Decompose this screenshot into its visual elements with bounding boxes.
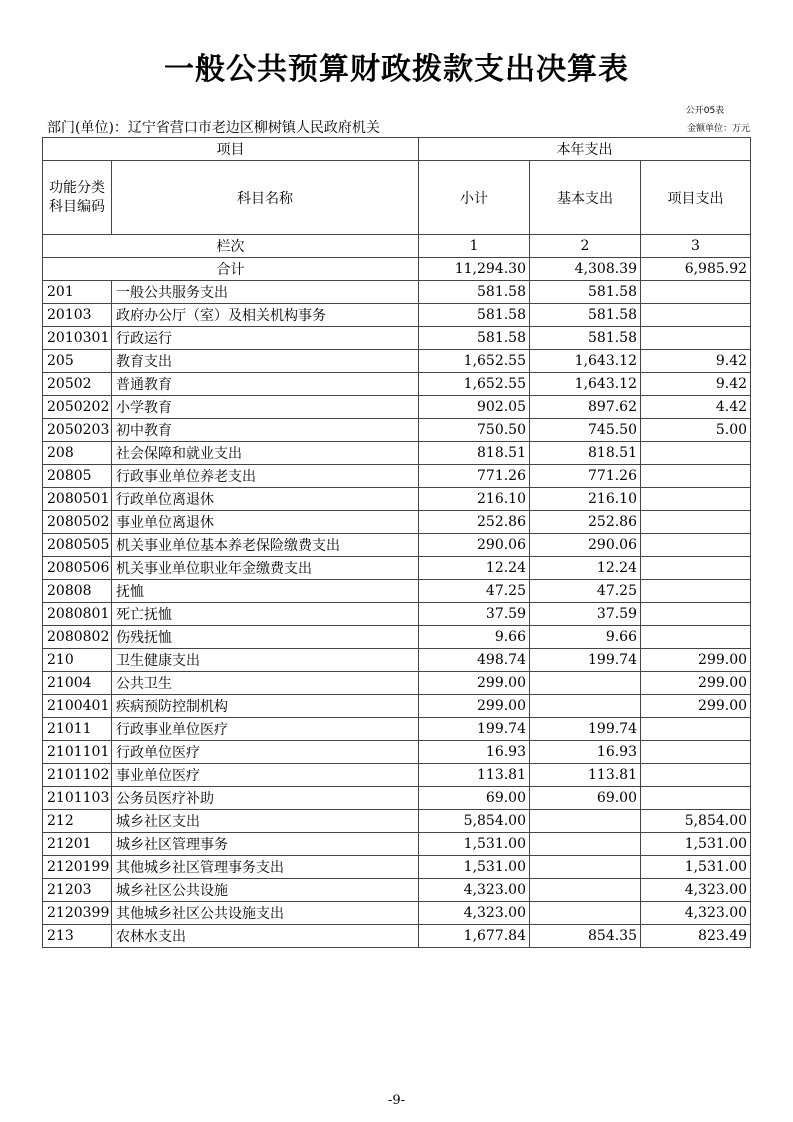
row-basic: 854.35: [530, 925, 641, 948]
row-subtotal: 12.24: [419, 557, 530, 580]
row-project: [641, 764, 751, 787]
row-project: 299.00: [641, 672, 751, 695]
table-row: [43, 580, 751, 603]
row-basic: 818.51: [530, 442, 641, 465]
row-code: 212: [43, 810, 112, 833]
table-row: [43, 695, 751, 718]
row-name: 公务员医疗补助: [112, 787, 419, 810]
row-project: [641, 603, 751, 626]
form-number: 公开05表: [685, 106, 725, 116]
row-name: 行政事业单位医疗: [112, 718, 419, 741]
row-code: 2120199: [43, 856, 112, 879]
row-subtotal: 1,677.84: [419, 925, 530, 948]
table-row: [43, 327, 751, 350]
table-row: [43, 304, 751, 327]
row-project: 299.00: [641, 649, 751, 672]
row-subtotal: 113.81: [419, 764, 530, 787]
row-code: 2100401: [43, 695, 112, 718]
row-basic: 199.74: [530, 718, 641, 741]
table-row: [43, 557, 751, 580]
row-name: 卫生健康支出: [112, 649, 419, 672]
row-basic: [530, 810, 641, 833]
row-code: 21201: [43, 833, 112, 856]
row-name: 事业单位离退休: [112, 511, 419, 534]
table-row: [43, 902, 751, 925]
column-index-1: 1: [419, 235, 530, 258]
row-project: [641, 488, 751, 511]
row-basic: 1,643.12: [530, 373, 641, 396]
row-code: 201: [43, 281, 112, 304]
row-subtotal: 216.10: [419, 488, 530, 511]
row-basic: 12.24: [530, 557, 641, 580]
row-basic: [530, 833, 641, 856]
row-subtotal: 818.51: [419, 442, 530, 465]
row-name: 死亡抚恤: [112, 603, 419, 626]
row-project: 299.00: [641, 695, 751, 718]
column-index-2: 2: [530, 235, 641, 258]
row-project: 9.42: [641, 350, 751, 373]
row-name: 普通教育: [112, 373, 419, 396]
total-project: 6,985.92: [641, 258, 751, 281]
row-basic: 1,643.12: [530, 350, 641, 373]
row-basic: 9.66: [530, 626, 641, 649]
total-subtotal: 11,294.30: [419, 258, 530, 281]
table-row: [43, 787, 751, 810]
table-row: [43, 833, 751, 856]
row-project: [641, 465, 751, 488]
row-basic: 216.10: [530, 488, 641, 511]
row-basic: [530, 856, 641, 879]
header-row-2: [43, 161, 751, 235]
table-row: [43, 373, 751, 396]
table-row: [43, 465, 751, 488]
row-code: 213: [43, 925, 112, 948]
expenditure-table: [42, 137, 751, 948]
row-name: 事业单位医疗: [112, 764, 419, 787]
row-subtotal: 1,531.00: [419, 856, 530, 879]
column-index-row: [43, 235, 751, 258]
table-row: [43, 741, 751, 764]
row-code: 2080505: [43, 534, 112, 557]
total-label: 合计: [43, 258, 419, 281]
row-name: 抚恤: [112, 580, 419, 603]
row-project: 1,531.00: [641, 856, 751, 879]
row-basic: 581.58: [530, 304, 641, 327]
table-row: [43, 672, 751, 695]
header-subtotal: 小计: [419, 161, 530, 235]
row-project: 5.00: [641, 419, 751, 442]
row-code: 2050202: [43, 396, 112, 419]
row-project: 4,323.00: [641, 879, 751, 902]
row-subtotal: 902.05: [419, 396, 530, 419]
table-row: [43, 534, 751, 557]
row-project: [641, 557, 751, 580]
row-name: 城乡社区公共设施: [112, 879, 419, 902]
page-title: 一般公共预算财政拨款支出决算表: [164, 52, 629, 87]
row-name: 行政事业单位养老支出: [112, 465, 419, 488]
row-name: 其他城乡社区公共设施支出: [112, 902, 419, 925]
column-index-label: 栏次: [43, 235, 419, 258]
row-code: 2080802: [43, 626, 112, 649]
row-basic: 47.25: [530, 580, 641, 603]
row-subtotal: 4,323.00: [419, 879, 530, 902]
table-row: [43, 603, 751, 626]
row-basic: [530, 672, 641, 695]
row-basic: 16.93: [530, 741, 641, 764]
row-code: 2080801: [43, 603, 112, 626]
header-project: 项目支出: [641, 161, 751, 235]
row-code: 20805: [43, 465, 112, 488]
row-code: 2080501: [43, 488, 112, 511]
row-name: 机关事业单位基本养老保险缴费支出: [112, 534, 419, 557]
row-subtotal: 5,854.00: [419, 810, 530, 833]
row-subtotal: 1,652.55: [419, 373, 530, 396]
row-code: 20808: [43, 580, 112, 603]
row-subtotal: 290.06: [419, 534, 530, 557]
header-basic: 基本支出: [530, 161, 641, 235]
total-basic: 4,308.39: [530, 258, 641, 281]
table-row: [43, 281, 751, 304]
row-subtotal: 1,531.00: [419, 833, 530, 856]
row-code: 2050203: [43, 419, 112, 442]
row-project: 4,323.00: [641, 902, 751, 925]
table-row: [43, 626, 751, 649]
row-subtotal: 252.86: [419, 511, 530, 534]
row-basic: 199.74: [530, 649, 641, 672]
row-name: 社会保障和就业支出: [112, 442, 419, 465]
table-row: [43, 764, 751, 787]
row-subtotal: 498.74: [419, 649, 530, 672]
row-code: 210: [43, 649, 112, 672]
row-name: 伤残抚恤: [112, 626, 419, 649]
row-code: 21004: [43, 672, 112, 695]
row-basic: 252.86: [530, 511, 641, 534]
row-subtotal: 1,652.55: [419, 350, 530, 373]
row-project: 5,854.00: [641, 810, 751, 833]
row-project: [641, 626, 751, 649]
row-project: [641, 442, 751, 465]
row-name: 教育支出: [112, 350, 419, 373]
row-code: 20103: [43, 304, 112, 327]
row-project: [641, 718, 751, 741]
row-basic: 581.58: [530, 327, 641, 350]
row-basic: 69.00: [530, 787, 641, 810]
header-name: 科目名称: [112, 161, 419, 235]
row-name: 小学教育: [112, 396, 419, 419]
row-project: [641, 281, 751, 304]
row-project: 4.42: [641, 396, 751, 419]
row-code: 2101102: [43, 764, 112, 787]
row-code: 205: [43, 350, 112, 373]
row-basic: 897.62: [530, 396, 641, 419]
row-code: 208: [43, 442, 112, 465]
row-code: 20502: [43, 373, 112, 396]
row-basic: [530, 879, 641, 902]
row-subtotal: 9.66: [419, 626, 530, 649]
row-basic: 581.58: [530, 281, 641, 304]
row-name: 其他城乡社区管理事务支出: [112, 856, 419, 879]
header-code: 功能分类科目编码: [43, 161, 112, 235]
row-code: 2101103: [43, 787, 112, 810]
row-code: 2120399: [43, 902, 112, 925]
row-basic: 37.59: [530, 603, 641, 626]
row-project: [641, 327, 751, 350]
table-row: [43, 488, 751, 511]
row-subtotal: 581.58: [419, 327, 530, 350]
row-name: 行政单位离退休: [112, 488, 419, 511]
row-subtotal: 750.50: [419, 419, 530, 442]
row-subtotal: 299.00: [419, 672, 530, 695]
row-subtotal: 199.74: [419, 718, 530, 741]
row-name: 行政运行: [112, 327, 419, 350]
row-name: 农林水支出: [112, 925, 419, 948]
department-label: 部门(单位)：辽宁省营口市老边区柳树镇人民政府机关: [47, 120, 380, 136]
row-name: 公共卫生: [112, 672, 419, 695]
row-project: [641, 511, 751, 534]
row-project: 9.42: [641, 373, 751, 396]
row-subtotal: 299.00: [419, 695, 530, 718]
row-code: 2080502: [43, 511, 112, 534]
row-code: 21011: [43, 718, 112, 741]
row-subtotal: 4,323.00: [419, 902, 530, 925]
row-name: 一般公共服务支出: [112, 281, 419, 304]
page-number: -9-: [387, 1093, 406, 1108]
row-basic: 745.50: [530, 419, 641, 442]
row-subtotal: 581.58: [419, 281, 530, 304]
table-row: [43, 511, 751, 534]
row-basic: [530, 695, 641, 718]
row-name: 行政单位医疗: [112, 741, 419, 764]
row-subtotal: 16.93: [419, 741, 530, 764]
table-row: [43, 856, 751, 879]
row-project: [641, 741, 751, 764]
unit-label: 金额单位：万元: [686, 124, 750, 134]
table-row: [43, 442, 751, 465]
row-basic: 113.81: [530, 764, 641, 787]
row-subtotal: 37.59: [419, 603, 530, 626]
row-name: 疾病预防控制机构: [112, 695, 419, 718]
header-item: 项目: [43, 138, 419, 161]
row-project: [641, 534, 751, 557]
table-row: [43, 419, 751, 442]
table-row: [43, 718, 751, 741]
row-code: 2080506: [43, 557, 112, 580]
header-current-year: 本年支出: [419, 138, 751, 161]
row-basic: 290.06: [530, 534, 641, 557]
row-project: [641, 304, 751, 327]
row-subtotal: 581.58: [419, 304, 530, 327]
row-project: 823.49: [641, 925, 751, 948]
header-row-1: [43, 138, 751, 161]
row-name: 城乡社区支出: [112, 810, 419, 833]
row-subtotal: 771.26: [419, 465, 530, 488]
total-row: [43, 258, 751, 281]
row-name: 机关事业单位职业年金缴费支出: [112, 557, 419, 580]
row-subtotal: 69.00: [419, 787, 530, 810]
table-row: [43, 925, 751, 948]
row-basic: [530, 902, 641, 925]
row-project: [641, 580, 751, 603]
row-name: 政府办公厅（室）及相关机构事务: [112, 304, 419, 327]
table-row: [43, 396, 751, 419]
row-basic: 771.26: [530, 465, 641, 488]
row-code: 2010301: [43, 327, 112, 350]
row-code: 2101101: [43, 741, 112, 764]
row-subtotal: 47.25: [419, 580, 530, 603]
column-index-3: 3: [641, 235, 751, 258]
row-project: [641, 787, 751, 810]
table-row: [43, 350, 751, 373]
table-row: [43, 810, 751, 833]
row-project: 1,531.00: [641, 833, 751, 856]
row-code: 21203: [43, 879, 112, 902]
table-row: [43, 879, 751, 902]
row-name: 城乡社区管理事务: [112, 833, 419, 856]
table-row: [43, 649, 751, 672]
row-name: 初中教育: [112, 419, 419, 442]
